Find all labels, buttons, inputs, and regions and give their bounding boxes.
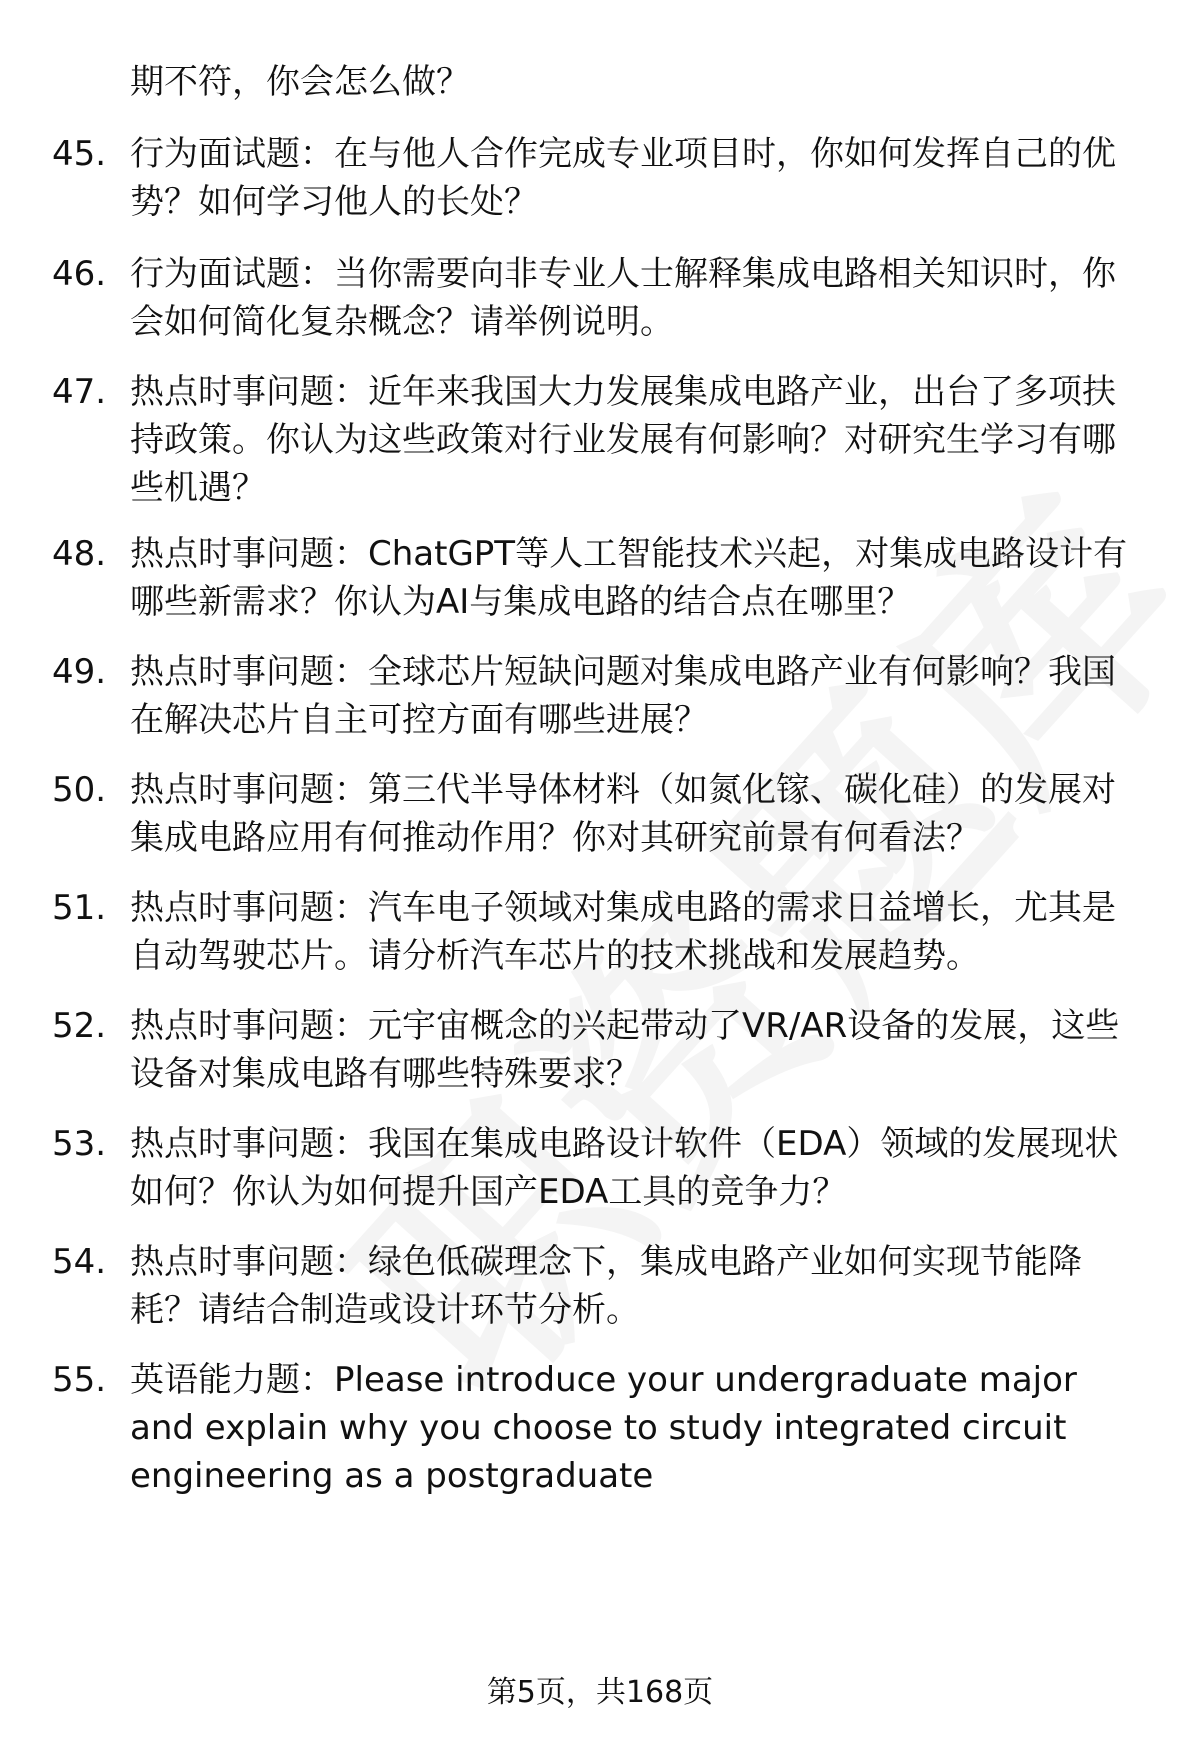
question-text: 热点时事问题：ChatGPT等人工智能技术兴起，对集成电路设计有哪些新需求？你认为AI与集成电路的结合点在哪里？ — [130, 534, 1128, 622]
question-text: 英语能力题：Please introduce your undergraduate major and explain why you choose to study integrated circuit engineering as a postgraduate — [130, 1360, 1077, 1496]
question-number: 51. — [52, 888, 107, 928]
question-number: 50. — [52, 770, 107, 810]
question-number: 52. — [52, 1006, 107, 1046]
page-footer: 第5页，共168页 — [486, 1675, 714, 1710]
question-number: 48. — [52, 534, 107, 574]
question-text: 热点时事问题：我国在集成电路设计软件（EDA）领域的发展现状如何？你认为如何提升国产EDA工具的竞争力？ — [130, 1124, 1119, 1212]
question-text: 热点时事问题：近年来我国大力发展集成电路产业，出台了多项扶持政策。你认为这些政策对行业发展有何影响？对研究生学习有哪些机遇？ — [130, 372, 1116, 508]
question-number: 49. — [52, 652, 107, 692]
continuation-text: 期不符，你会怎么做？ — [130, 62, 470, 102]
question-number: 46. — [52, 254, 107, 294]
question-number: 47. — [52, 372, 107, 412]
question-text: 热点时事问题：元宇宙概念的兴起带动了VR/AR设备的发展，这些设备对集成电路有哪些特殊要求？ — [130, 1006, 1120, 1094]
question-number: 53. — [52, 1124, 107, 1164]
question-text: 行为面试题：当你需要向非专业人士解释集成电路相关知识时，你会如何简化复杂概念？请举例说明。 — [130, 254, 1116, 342]
question-text: 热点时事问题：汽车电子领域对集成电路的需求日益增长，尤其是自动驾驶芯片。请分析汽车芯片的技术挑战和发展趋势。 — [130, 888, 1116, 976]
question-number: 54. — [52, 1242, 107, 1282]
question-number: 55. — [52, 1360, 107, 1400]
question-text: 热点时事问题：第三代半导体材料（如氮化镓、碳化硅）的发展对集成电路应用有何推动作用？你对其研究前景有何看法？ — [130, 770, 1116, 858]
question-text: 热点时事问题：全球芯片短缺问题对集成电路产业有何影响？我国在解决芯片自主可控方面有哪些进展？ — [130, 652, 1116, 740]
question-number: 45. — [52, 134, 107, 174]
question-text: 行为面试题：在与他人合作完成专业项目时，你如何发挥自己的优势？如何学习他人的长处？ — [130, 134, 1116, 222]
question-text: 热点时事问题：绿色低碳理念下，集成电路产业如何实现节能降耗？请结合制造或设计环节分析。 — [130, 1242, 1082, 1330]
